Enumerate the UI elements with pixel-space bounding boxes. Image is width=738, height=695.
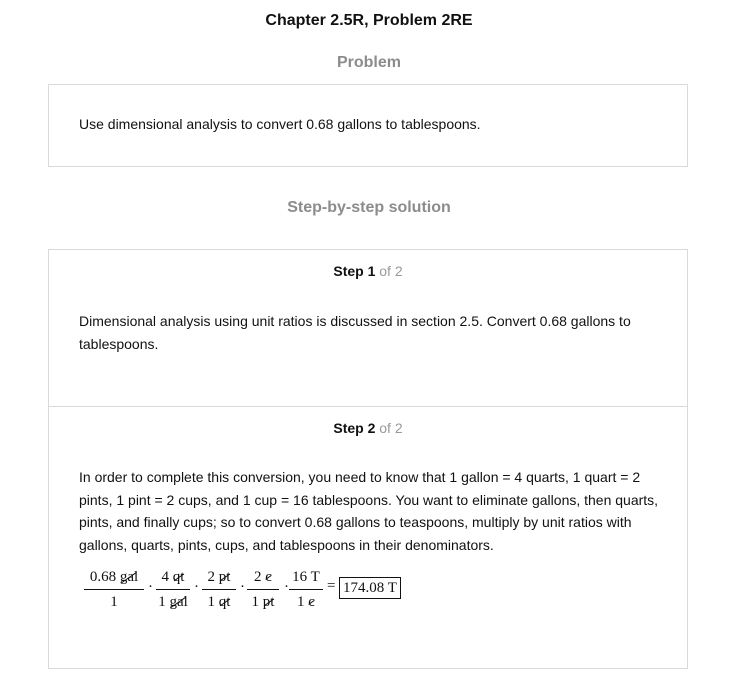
fraction-1-numerator-unit: gal	[119, 569, 139, 585]
step-2-title: Step 2	[333, 420, 376, 436]
fraction-bar	[247, 589, 279, 590]
fraction-bar	[289, 589, 323, 590]
multiply-symbol: ·	[284, 579, 289, 595]
fraction-4-denominator	[252, 594, 275, 610]
fraction-4-numerator-value: 2	[254, 569, 262, 585]
step-1-label	[49, 263, 687, 279]
step-1-text: Dimensional analysis using unit ratios is discussed in section 2.5. Convert 0.68 gallons to tablespoons.	[79, 313, 631, 352]
multiply-symbol: ·	[194, 579, 199, 595]
fraction-bar	[156, 589, 190, 590]
fraction-4	[247, 567, 279, 612]
fraction-2-denominator-unit: gal	[169, 594, 188, 610]
fraction-1-denominator	[110, 594, 118, 610]
problem-text: Use dimensional analysis to convert 0.68 gallons to tablespoons.	[79, 116, 481, 132]
fraction-5-denominator-value: 1	[297, 594, 305, 610]
step-1-of: of 2	[379, 263, 403, 279]
fraction-1-numerator-value: 0.68	[89, 569, 117, 585]
fraction-4-numerator	[254, 569, 272, 585]
step-divider	[48, 406, 688, 407]
solution-box	[48, 249, 688, 669]
fraction-4-numerator-unit: c	[265, 569, 272, 585]
fraction-2	[156, 567, 190, 612]
page-title: Chapter 2.5R, Problem 2RE	[265, 12, 473, 29]
fraction-5-numerator-value: 16	[292, 569, 308, 585]
fraction-2-numerator	[162, 569, 185, 585]
fraction-5-numerator	[292, 569, 320, 585]
solution-heading: Step-by-step solution	[287, 199, 451, 216]
fraction-1	[84, 567, 144, 612]
problem-heading: Problem	[336, 54, 401, 71]
fraction-bar	[84, 589, 144, 590]
multiply-symbol: ·	[240, 579, 245, 595]
fraction-5-numerator-unit: T	[310, 569, 320, 585]
fraction-5-denominator	[297, 594, 315, 610]
fraction-1-denominator-value: 1	[110, 594, 118, 610]
fraction-3	[202, 567, 236, 612]
fraction-4-denominator-value: 1	[251, 594, 260, 610]
fraction-2-numerator-unit: qt	[172, 569, 185, 585]
fraction-3-denominator-unit: qt	[218, 594, 231, 610]
step-2-of: of 2	[379, 420, 403, 436]
fraction-5-denominator-unit: c	[308, 594, 315, 610]
fraction-2-numerator-value: 4	[161, 569, 170, 585]
problem-box	[48, 84, 688, 167]
step-2-label	[49, 420, 687, 436]
fraction-3-numerator-unit: pt	[218, 569, 231, 585]
fraction-2-denominator	[158, 594, 188, 610]
fraction-3-numerator	[208, 569, 231, 585]
equals-sign: =	[327, 578, 336, 594]
multiply-symbol: ·	[148, 579, 153, 595]
step-2-text: In order to complete this conversion, you need to know that 1 gallon = 4 quarts, 1 quart = 2 pints, 1 pint = 2 cups, and 1 cup = 16 tablespoons. You want to eliminate gallons, then quarts, pints, and finally cups; so to convert 0.68 gallons to teaspoons, multiply by unit ratios with gallons, quarts, pints, cups, and tablespoons in their denominators.	[79, 469, 659, 553]
fraction-bar	[202, 589, 236, 590]
fraction-4-denominator-unit: pt	[262, 594, 275, 610]
fraction-5	[289, 567, 323, 612]
fraction-3-denominator	[208, 594, 231, 610]
step-1-title: Step 1	[333, 263, 376, 279]
fraction-2-denominator-value: 1	[158, 594, 166, 610]
fraction-3-numerator-value: 2	[207, 569, 216, 585]
fraction-3-denominator-value: 1	[207, 594, 216, 610]
answer-box: 174.08 T	[339, 577, 401, 599]
fraction-1-numerator	[90, 569, 138, 585]
